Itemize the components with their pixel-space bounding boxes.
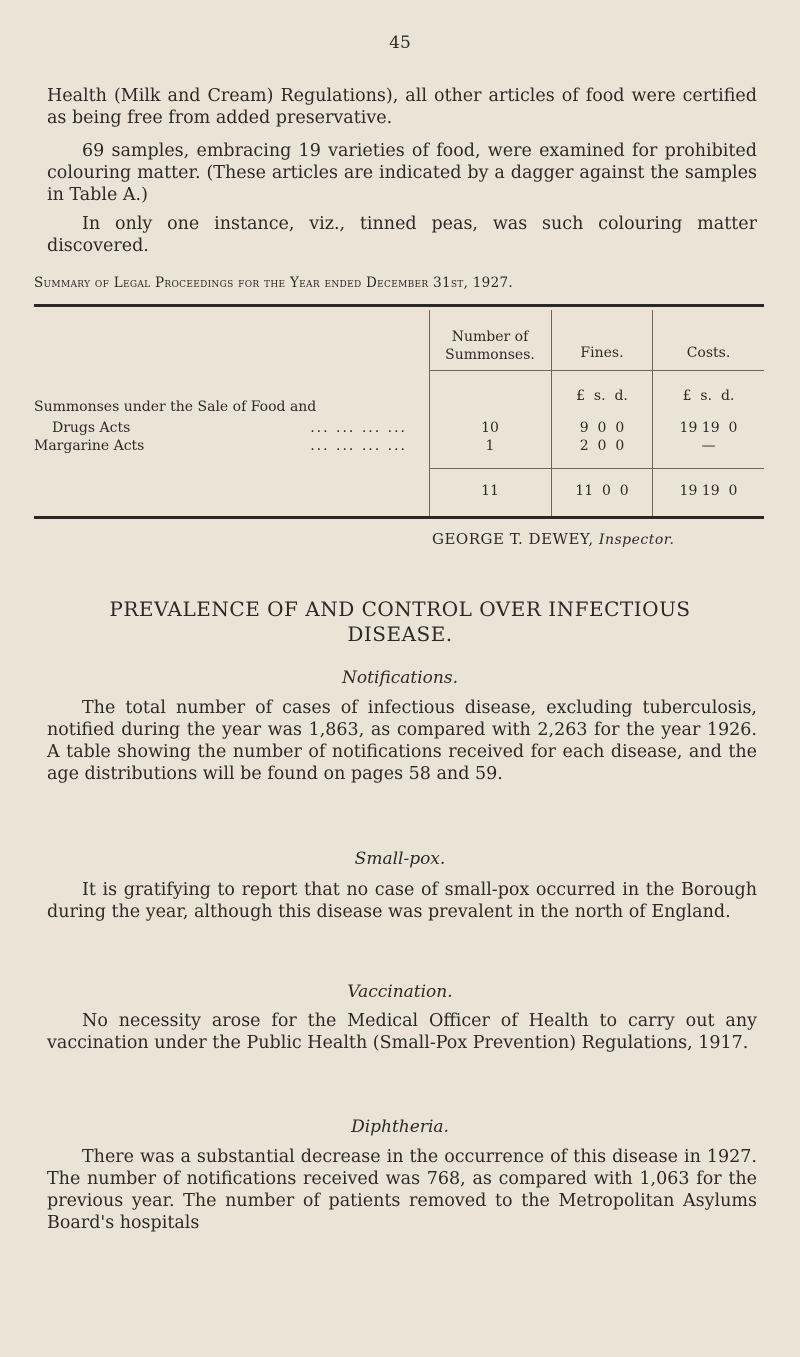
total-summonses: 11 [481, 483, 499, 499]
leader-dots: ... ... ... ... [310, 438, 407, 454]
leader-dots: ... ... ... ... [310, 420, 407, 436]
header-fines: Fines. [580, 345, 624, 361]
sale-of-food-costs: 19 19 0 [679, 420, 738, 436]
notifications-paragraph: The total number of cases of infectious disease, excluding tuberculosis, notified during the year was 1,863, as compared with 2,263 for the year 1926. A table showing the number of notifications received for each disease, and the age distributions will be found on pages 58 and 59. [47, 698, 757, 784]
margarine-costs: — [701, 438, 716, 454]
intro-paragraph-3: In only one instance, viz., tinned peas, was such colouring matter discovered. [47, 214, 757, 256]
page-number: 45 [389, 33, 411, 53]
total-rule [429, 468, 764, 469]
signature-name: GEORGE T. DEWEY, [432, 530, 594, 548]
section-title-line1: PREVALENCE OF AND CONTROL OVER INFECTIOUS [109, 597, 691, 621]
smallpox-paragraph: It is gratifying to report that no case of small-pox occurred in the Borough during the year, although this disease was prevalent in the north of England. [47, 880, 757, 922]
row-label-sale-of-food-line1: Summonses under the Sale of Food and [34, 399, 317, 415]
row-label-text: Margarine Acts [34, 438, 145, 454]
vaccination-paragraph: No necessity arose for the Medical Officer of Health to carry out any vaccination under the Public Health (Small-Pox Prevention) Regulations, 1917. [47, 1011, 757, 1053]
smallpox-heading: Small-pox. [354, 849, 446, 869]
costs-unit-label: £ s. d. [682, 388, 735, 404]
header-costs: Costs. [686, 345, 731, 361]
margarine-fines: 2 0 0 [579, 438, 625, 454]
vaccination-heading: Vaccination. [347, 982, 453, 1002]
diphtheria-heading: Diphtheria. [351, 1117, 449, 1137]
row-label-text: Drugs Acts [52, 420, 131, 436]
column-divider [429, 310, 430, 518]
inspector-signature [432, 530, 674, 548]
intro-paragraph-1: Health (Milk and Cream) Regulations), all other articles of food were certified as being free from added preservative. [47, 86, 757, 128]
summary-heading: Summary of Legal Proceedings for the Year ended December 31st, 1927. [34, 275, 513, 291]
header-rule [429, 370, 764, 371]
section-title-line2: DISEASE. [347, 622, 453, 646]
row-label-sale-of-food-line2 [52, 420, 407, 436]
margarine-summonses: 1 [485, 438, 495, 454]
diphtheria-paragraph: There was a substantial decrease in the occurrence of this disease in 1927. The number of notifications received was 768, as compared with 1,063 for the previous year. The number of patients removed to the Metropolitan Asylums Board's hospitals [47, 1147, 757, 1233]
notifications-heading: Notifications. [342, 668, 458, 688]
signature-title: Inspector. [598, 532, 675, 548]
table-bottom-rule [34, 516, 764, 519]
row-label-margarine [34, 438, 407, 454]
legal-proceedings-table [34, 300, 764, 518]
sale-of-food-summonses: 10 [481, 420, 499, 436]
header-summonses: Number of Summonses. [445, 329, 535, 363]
total-costs: 19 19 0 [679, 483, 738, 499]
total-fines: 11 0 0 [575, 483, 629, 499]
fines-unit-label: £ s. d. [576, 388, 628, 404]
intro-paragraph-2: 69 samples, embracing 19 varieties of food, were examined for prohibited colouring matter. (These articles are indicated by a dagger against the samples in Table A.) [47, 141, 757, 205]
sale-of-food-fines: 9 0 0 [579, 420, 625, 436]
